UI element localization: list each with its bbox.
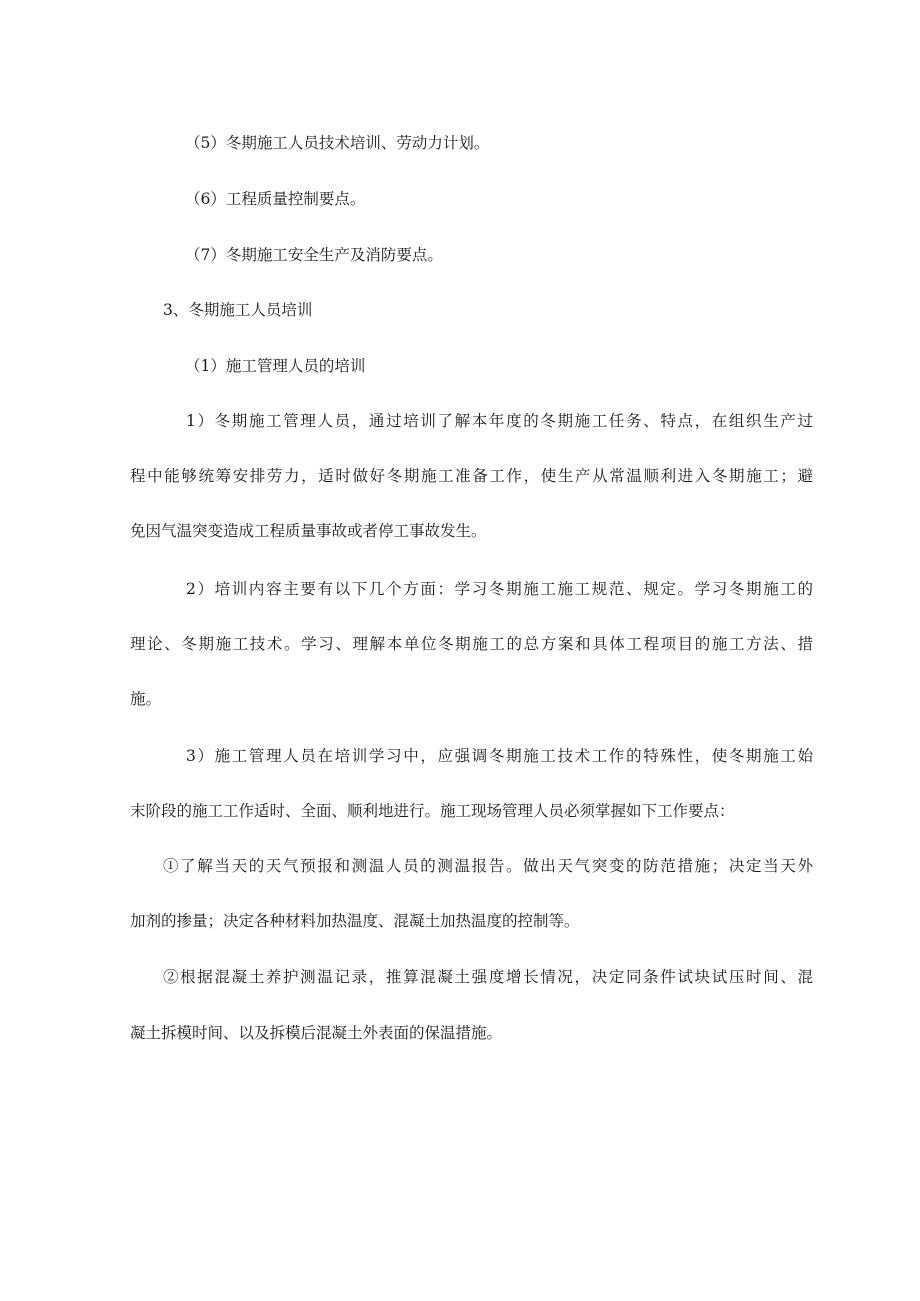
paragraph-2-line-1: 2）培训内容主要有以下几个方面：学习冬期施工施工规范、规定。学习冬期施工的 [186,580,813,598]
list-item-5: （5）冬期施工人员技术培训、劳动力计划。 [185,134,490,152]
paragraph-3-line-1: 3）施工管理人员在培训学习中，应强调冬期施工技术工作的特殊性，使冬期施工始 [186,747,813,765]
subsection-heading: （1）施工管理人员的培训 [185,357,366,375]
section-heading: 3、冬期施工人员培训 [163,301,313,319]
paragraph-1-line-2: 程中能够统筹安排劳力，适时做好冬期施工准备工作，使生产从常温顺利进入冬期施工；避 [130,467,813,485]
paragraph-1-line-1: 1）冬期施工管理人员，通过培训了解本年度的冬期施工任务、特点，在组织生产过 [186,412,813,430]
paragraph-2-line-2: 理论、冬期施工技术。学习、理解本单位冬期施工的总方案和具体工程项目的施工方法、措 [130,635,813,653]
paragraph-1-line-3: 免因气温突变造成工程质量事故或者停工事故发生。 [130,522,487,540]
point-1-line-1: ①了解当天的天气预报和测温人员的测温报告。做出天气突变的防范措施；决定当天外 [163,857,813,875]
paragraph-2-line-3: 施。 [130,690,162,708]
point-2-line-2: 凝土拆模时间、以及拆模后混凝土外表面的保温措施。 [130,1024,503,1042]
list-item-6: （6）工程质量控制要点。 [185,190,366,208]
point-2-line-1: ②根据混凝土养护测温记录，推算混凝土强度增长情况，决定同条件试块试压时间、混 [163,968,813,986]
list-item-7: （7）冬期施工安全生产及消防要点。 [185,246,443,264]
point-1-line-2: 加剂的掺量；决定各种材料加热温度、混凝土加热温度的控制等。 [130,912,580,930]
paragraph-3-line-2: 末阶段的施工工作适时、全面、顺利地进行。施工现场管理人员必须掌握如下工作要点： [130,802,735,820]
